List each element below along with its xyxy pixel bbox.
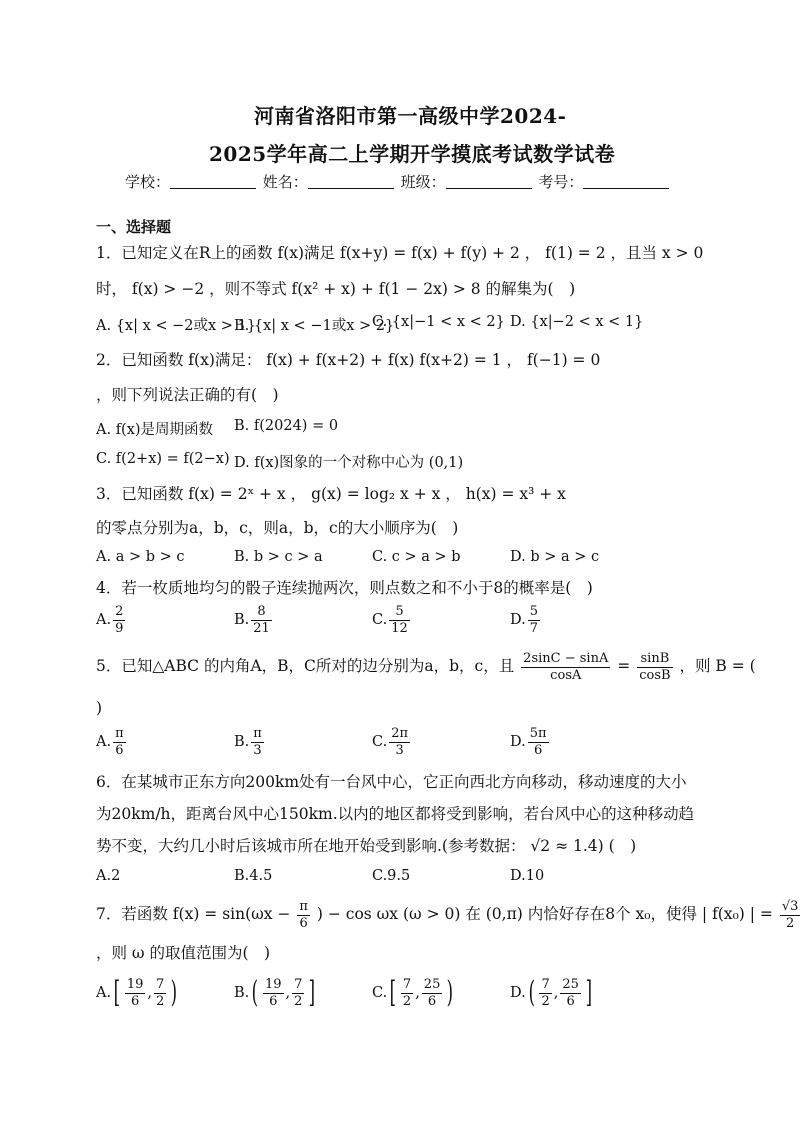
question-2-option-c: C. f(2+x) = f(2−x) [96,451,230,467]
option-letter: A. [96,734,112,751]
question-2-option-b: B. f(2024) = 0 [234,418,339,434]
question-5-option-d [510,727,551,757]
option-letter: C. [372,734,388,751]
fraction-denominator: 6 [533,742,543,758]
question-4-option-d [510,605,542,635]
fraction-denominator: 2 [294,993,303,1009]
fraction-denominator: 2 [402,993,412,1009]
question-3-option-c: C. c > a > b [372,549,461,565]
option-letter: B. [234,734,250,751]
question-5-option-c [372,727,412,757]
name-label: 姓名： [262,173,308,191]
fraction-denominator: 9 [115,620,124,636]
option-letter: D. [510,612,526,629]
left-bracket: [ [389,975,397,1011]
right-bracket: ] [585,975,592,1011]
question-7-text-b: ) − cos ωx (ω > 0) 在 (0,π) 内恰好存在8个 x₀，使得 | f(x₀) | = [316,905,773,924]
question-5-text-b: ，则 B = ( [679,657,756,676]
question-1-option-b: B. {x| x < −1或x > 2} [234,318,395,334]
question-5-line-1 [96,652,756,682]
question-4-option-a [96,605,127,635]
question-6-option-a: A.2 [96,868,121,884]
question-7-line-2: ，则 ω 的取值范围为( ) [96,944,271,962]
equals-sign: = [617,657,631,676]
fraction-numerator: 2π [391,726,409,741]
question-2-option-a: A. f(x)是周期函数 [96,422,214,438]
fraction-denominator: 3 [395,742,404,758]
question-7-option-d: D.( $\frac{7}{2}$ , $\frac{25}{6}$ ] [510,975,592,1011]
question-7-line-1 [96,900,802,930]
option-letter: D. [510,985,526,1002]
fraction-denominator: 3 [253,742,262,758]
question-7-option-c: C.[ $\frac{7}{2}$ , $\frac{25}{6}$ ) [372,975,454,1011]
school-label: 学校： [125,173,171,191]
fraction-numerator: 2 [115,604,124,619]
fraction-numerator: 7 [155,977,165,992]
name-blank [308,174,394,189]
fraction-denominator: 2 [541,993,550,1009]
title-line-2: 2025学年高二上学期开学摸底考试数学试卷 [209,142,616,166]
fraction-denominator: 6 [130,993,140,1009]
question-5-text-a: 5．已知△ABC 的内角A，B，C所对的边分别为a，b，c，且 [96,657,515,676]
fraction-numerator: 7 [294,977,303,992]
option-letter: D. [510,734,526,751]
title-line-1: 河南省洛阳市第一高级中学2024- [254,104,567,128]
question-5-line-2: ) [96,699,103,717]
question-3-option-a: A. a > b > c [96,549,185,565]
fraction-denominator: 6 [566,993,575,1009]
right-bracket: ] [309,975,316,1011]
question-1-option-d: D. {x|−2 < x < 1} [510,314,644,330]
fraction-denominator: 2 [786,915,795,931]
question-3-option-d: D. b > a > c [510,549,600,565]
school-blank [170,174,256,189]
section-heading: 一、选择题 [96,218,172,236]
question-6-line-3: 势不变，大约几小时后该城市所在地开始受到影响.(参考数据： √2 ≈ 1.4) ( ) [96,837,637,855]
fraction-denominator: 7 [529,620,538,636]
fraction-denominator: 21 [253,620,270,636]
question-4-line-1: 4．若一枚质地均匀的骰子连续抛两次，则点数之和不小于8的概率是( ) [96,579,593,597]
option-letter: A. [96,612,112,629]
fraction-numerator: π [253,726,262,741]
fraction-numerator: 25 [562,977,579,992]
question-2-line-1: 2．已知函数 f(x)满足： f(x) + f(x+2) + f(x) f(x+2) = 1 ， f(−1) = 0 [96,351,601,369]
question-5-option-a [96,727,128,757]
fraction-denominator: 6 [427,993,437,1009]
fraction-denominator: 6 [299,915,308,931]
exam-no-blank [583,174,669,189]
option-letter: B. [234,612,250,629]
fraction-numerator: 5 [529,604,538,619]
question-2-line-2: ，则下列说法正确的有( ) [96,386,279,404]
fraction-denominator: 12 [391,620,408,636]
question-4-option-b [234,605,274,635]
right-bracket: ) [446,975,454,1011]
question-6-line-2: 为20km/h，距离台风中心150km.以内的地区都将受到影响，若台风中心的这种移动趋 [96,805,695,823]
fraction-numerator: 8 [251,605,272,621]
question-6-line-1: 6．在某城市正东方向200km处有一台风中心，它正向西北方向移动，移动速度的大小 [96,773,687,791]
fraction-numerator: sinB [637,652,672,668]
option-letter: C. [372,612,388,629]
left-bracket: ( [251,975,259,1011]
fraction-numerator: π [299,899,308,914]
fraction-numerator: 19 [264,977,282,992]
fraction-denominator: 6 [115,742,124,758]
question-3-option-b: B. b > c > a [234,549,323,565]
option-letter: A. [96,985,112,1002]
question-1-line-2: 时， f(x) > −2 ，则不等式 f(x² + x) + f(1 − 2x) > 8 的解集为( ) [96,280,576,298]
question-3-line-1: 3．已知函数 f(x) = 2ˣ + x ， g(x) = log₂ x + x ， h(x) = x³ + x [96,485,566,503]
question-7-option-b: B.( $\frac{19}{6}$ , $\frac{7}{2}$ ] [234,975,316,1011]
fraction-numerator: 5 [389,605,410,621]
fraction-denominator: 6 [269,993,278,1009]
option-letter: B. [234,985,250,1002]
question-4-option-c [372,605,412,635]
exam-no-label: 考号： [538,173,584,191]
class-blank [446,174,532,189]
fraction-denominator: cosA [550,667,582,683]
question-5-option-b [234,727,266,757]
question-6-option-b: B.4.5 [234,868,273,884]
question-3-line-2: 的零点分别为a，b，c，则a，b，c的大小顺序为( ) [96,519,459,537]
question-1-option-a: A. {x| x < −2或x > 1} [96,318,257,334]
fraction-denominator: cosB [639,667,671,683]
question-7-option-a: A.[ $\frac{19}{6}$ , $\frac{7}{2}$ ) [96,975,178,1011]
fraction-numerator: 19 [126,977,144,992]
student-info-row [125,171,671,192]
question-1-line-1: 1．已知定义在R上的函数 f(x)满足 f(x+y) = f(x) + f(y) + 2 ， f(1) = 2 ，且当 x > 0 [96,244,704,262]
fraction-numerator: √3 [781,899,799,914]
question-1-option-c: C. {x|−1 < x < 2} [372,314,505,330]
fraction-numerator: 25 [423,977,441,992]
fraction-numerator: 5π [529,726,547,741]
question-2-option-d: D. f(x)图象的一个对称中心为 (0,1) [234,455,464,471]
question-6-option-d: D.10 [510,868,545,884]
fraction-numerator: 7 [402,977,412,992]
question-7-text-a: 7．若函数 f(x) = sin(ωx − [96,905,291,924]
left-bracket: ( [528,975,535,1011]
left-bracket: [ [113,975,121,1011]
fraction-numerator: 7 [541,977,550,992]
right-bracket: ) [170,975,178,1011]
fraction-numerator: 2sinC − sinA [523,651,609,666]
question-6-option-c: C.9.5 [372,868,411,884]
option-letter: C. [372,985,388,1002]
class-label: 班级： [400,173,446,191]
fraction-denominator: 2 [155,993,165,1009]
fraction-numerator: π [115,726,124,741]
